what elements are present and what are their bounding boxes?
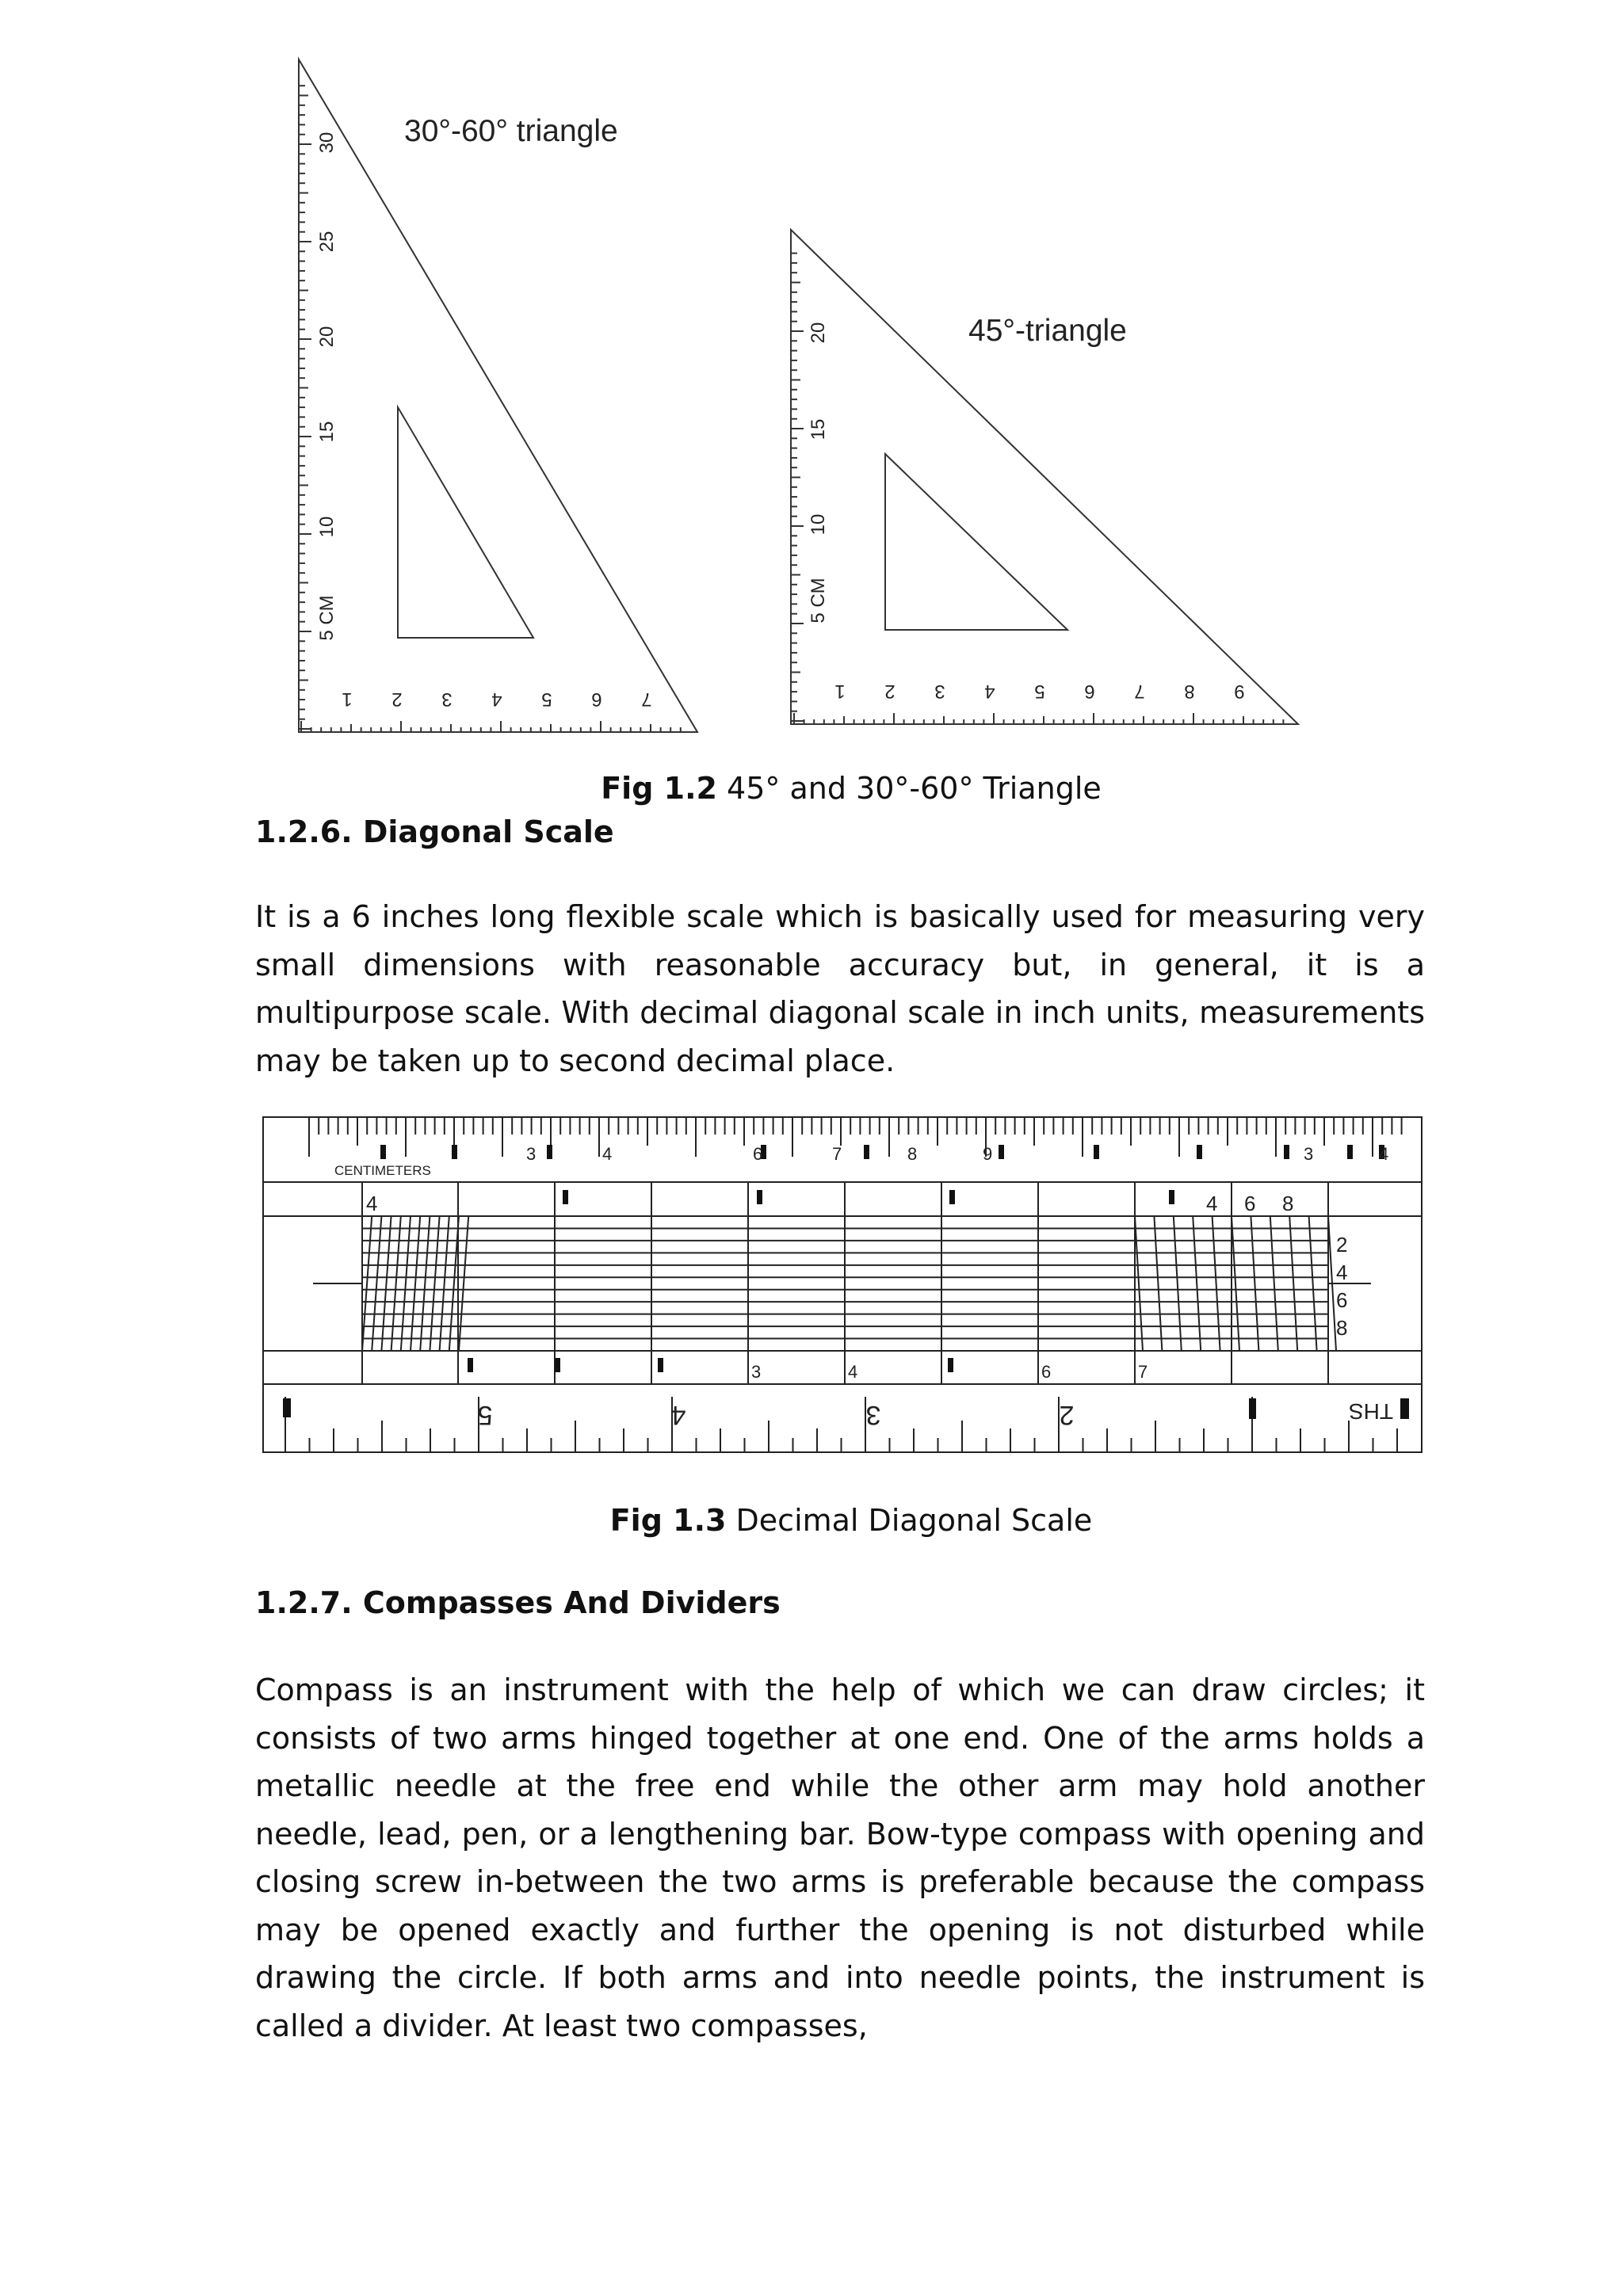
- vertical-scale-label: 30: [316, 132, 338, 154]
- scale-mark: [1169, 1190, 1174, 1204]
- top-ruler-number: 6: [753, 1144, 763, 1164]
- figure-1-3-caption-text: Decimal Diagonal Scale: [726, 1503, 1093, 1538]
- bottom-scale-label: 3: [934, 681, 945, 702]
- diagonal-line: [1232, 1216, 1239, 1351]
- vertical-scale-label: 10: [316, 516, 338, 538]
- ruler-mark: [1094, 1145, 1099, 1159]
- diag-right-label: 4: [1336, 1261, 1348, 1284]
- diagonal-line: [362, 1216, 372, 1351]
- bottom-scale-label: 4: [984, 681, 995, 702]
- diag-top-label: 4: [1206, 1192, 1218, 1215]
- diagonal-line: [430, 1216, 439, 1351]
- diag-right-label: 6: [1336, 1288, 1348, 1312]
- top-ruler-number: 3: [526, 1144, 537, 1164]
- vertical-scale-label: 10: [808, 513, 829, 536]
- ruler-mark: [547, 1145, 552, 1159]
- diag-top-label: 4: [366, 1192, 378, 1215]
- vertical-scale-label: 15: [316, 421, 338, 443]
- diagonal-line: [1289, 1216, 1297, 1351]
- diagonal-line: [1135, 1216, 1143, 1351]
- diagonal-line: [1154, 1216, 1162, 1351]
- top-ruler-number: 9: [983, 1144, 993, 1164]
- triangle-45-label: 45°-triangle: [968, 314, 1127, 348]
- bottom-scale-label: 1: [834, 681, 846, 702]
- section-127-paragraph: Compass is an instrument with the help of which we can draw circles; it consists of two arms hinged together at one end. One of the arms holds a metallic needle at the free end while the other arm may hold another needle, lead, pen, or a lengthening bar. Bow-type compass with opening and closing screw in-between the two arms is preferable because the compass may be opened exactly and further the opening is not disturbed while drawing the circle. If both arms and into needle points, the instrument is called a divider. At least two compasses,: [255, 1672, 1425, 2043]
- vertical-scale-label: 25: [316, 231, 338, 253]
- bottom-scale-label: 8: [1184, 681, 1195, 702]
- figure-diagonal-scale: [0, 1109, 1623, 1474]
- ruler-mark: [1249, 1398, 1256, 1419]
- section-127-heading: 1.2.7. Compasses And Dividers: [255, 1585, 781, 1620]
- section-126-heading: 1.2.6. Diagonal Scale: [255, 814, 614, 849]
- figure-1-2-caption: [495, 771, 1208, 806]
- diagonal-line: [459, 1216, 468, 1351]
- ruler-mark: [283, 1398, 291, 1417]
- bottom-scale-label: 3: [441, 688, 453, 710]
- scale-mark: [948, 1358, 953, 1372]
- ruler-mark: [1400, 1398, 1409, 1419]
- figure-1-3-caption-bold: Fig 1.3: [609, 1503, 727, 1538]
- bottom-ruler-number: 3: [865, 1400, 881, 1430]
- diag-right-label: 8: [1336, 1316, 1348, 1340]
- diagonal-line: [1193, 1216, 1201, 1351]
- diagonal-line: [420, 1216, 430, 1351]
- diagonal-line: [411, 1216, 420, 1351]
- diagonal-line: [401, 1216, 411, 1351]
- bottom-scale-label: 5: [541, 688, 552, 710]
- diag-bottom-label: 3: [751, 1362, 762, 1382]
- bottom-ruler-number: 4: [670, 1400, 686, 1430]
- ruler-mark: [1197, 1145, 1202, 1159]
- vertical-scale-label: 20: [808, 322, 829, 344]
- scale-mark: [468, 1358, 473, 1372]
- scale-mark: [658, 1358, 663, 1372]
- bottom-ruler-number: 2: [1059, 1400, 1075, 1430]
- bottom-ruler-number: 5: [477, 1400, 493, 1430]
- figure-1-3-caption: [495, 1503, 1208, 1538]
- ruler-mark: [999, 1145, 1004, 1159]
- bottom-scale-label: 6: [591, 688, 602, 710]
- top-ruler-number: 7: [832, 1144, 842, 1164]
- diagonal-line: [1174, 1216, 1182, 1351]
- top-ruler-number: 8: [907, 1144, 918, 1164]
- ruler-mark: [452, 1145, 457, 1159]
- top-ruler-number: 4: [1379, 1144, 1389, 1164]
- bottom-scale-label: 5: [1034, 681, 1045, 702]
- bottom-scale-label: 2: [884, 681, 896, 702]
- bottom-scale-label: 7: [641, 688, 652, 710]
- triangle-45: [791, 230, 1298, 724]
- diagonal-line: [440, 1216, 449, 1351]
- scale-mark: [563, 1190, 568, 1204]
- ruler-mark: [1347, 1145, 1353, 1159]
- triangle-30-60-label: 30°-60° triangle: [404, 114, 618, 148]
- diag-bottom-label: 7: [1138, 1362, 1148, 1382]
- diag-bottom-label: 6: [1041, 1362, 1052, 1382]
- scale-mark: [555, 1358, 560, 1372]
- diag-top-label: 6: [1244, 1192, 1256, 1215]
- vertical-scale-label: 20: [316, 326, 338, 348]
- bottom-ruler-end-label: THS: [1349, 1399, 1393, 1424]
- ruler-mark: [380, 1145, 386, 1159]
- figure-1-2-caption-bold: Fig 1.2: [601, 771, 717, 806]
- diagonal-line: [391, 1216, 401, 1351]
- bottom-scale-label: 4: [491, 688, 502, 710]
- diagonal-line: [372, 1216, 381, 1351]
- diag-bottom-label: 4: [848, 1362, 858, 1382]
- diag-top-label: 8: [1282, 1192, 1294, 1215]
- vertical-scale-label: 15: [808, 418, 829, 441]
- diagonal-line: [1270, 1216, 1278, 1351]
- figure-triangles: [0, 0, 1623, 761]
- top-ruler-number: 4: [602, 1144, 613, 1164]
- diagonal-line: [381, 1216, 391, 1351]
- bottom-scale-label: 7: [1134, 681, 1145, 702]
- bottom-scale-label: 9: [1234, 681, 1245, 702]
- diagonal-line: [1251, 1216, 1258, 1351]
- section-126-paragraph: It is a 6 inches long flexible scale which is basically used for measuring very small dimensions with reasonable accuracy but, in general, it is a multipurpose scale. With decimal diagonal scale in inch units, measurements may be taken up to second decimal place.: [255, 899, 1425, 1078]
- bottom-scale-label: 1: [342, 688, 353, 710]
- diagonal-line: [1309, 1216, 1317, 1351]
- diag-right-label: 2: [1336, 1233, 1348, 1257]
- ruler-mark: [864, 1145, 869, 1159]
- top-ruler-number: 3: [1304, 1144, 1314, 1164]
- bottom-scale-label: 6: [1084, 681, 1095, 702]
- bottom-scale-label: 2: [391, 688, 403, 710]
- figure-1-2-caption-text: 45° and 30°-60° Triangle: [716, 771, 1102, 806]
- vertical-scale-label: 5 CM: [808, 578, 829, 624]
- diagonal-line: [1212, 1216, 1220, 1351]
- triangle-30-60: [299, 59, 697, 732]
- scale-mark: [757, 1190, 762, 1204]
- centimeters-label: CENTIMETERS: [334, 1163, 431, 1178]
- ruler-mark: [1284, 1145, 1289, 1159]
- scale-mark: [949, 1190, 955, 1204]
- vertical-scale-label: 5 CM: [316, 595, 338, 641]
